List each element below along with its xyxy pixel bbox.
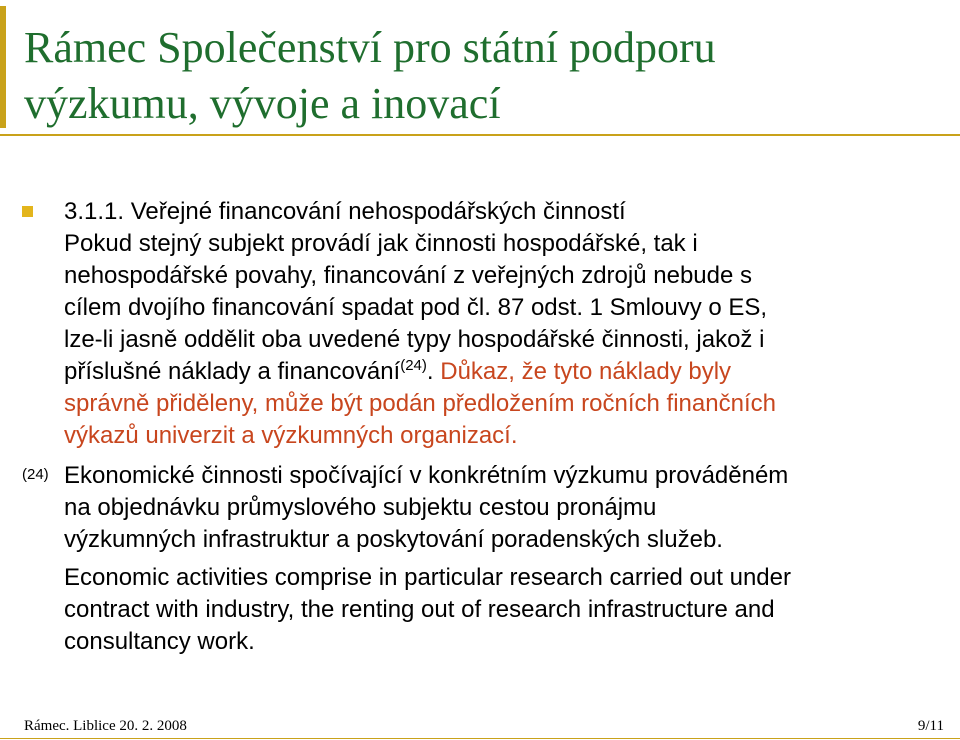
square-bullet-icon: [22, 206, 33, 217]
bullet-content: [64, 196, 944, 452]
paragraph-line-with-reference: [64, 356, 944, 388]
paragraph-line: lze-li jasně oddělit oba uvedené typy hospodářské činnosti, jakož i: [64, 326, 765, 353]
footnote-reference: (24): [400, 357, 427, 374]
slide-title: [24, 20, 944, 132]
paragraph-line: nehospodářské povahy, financování z veřejných zdrojů nebude s: [64, 262, 752, 289]
footnote-line: Ekonomické činnosti spočívající v konkrétním výzkumu prováděném: [64, 462, 789, 489]
slide-title-line-1: Rámec Společenství pro státní podporu: [24, 23, 716, 72]
slide-title-line-2: výzkumu, vývoje a inovací: [24, 79, 501, 128]
footer-event: Rámec. Liblice 20. 2. 2008: [24, 718, 187, 734]
footnote-english: [64, 562, 944, 658]
footnote-marker: (24): [22, 466, 49, 483]
footnote-line: contract with industry, the renting out of research infrastructure and: [64, 596, 775, 623]
highlighted-text: Důkaz, že tyto náklady byly: [433, 358, 732, 385]
sentence-end: .: [426, 358, 434, 385]
title-accent-bar: [0, 6, 6, 128]
footnote-line: Economic activities comprise in particular research carried out under: [64, 564, 791, 591]
paragraph-text: příslušné náklady a financování: [64, 358, 401, 385]
title-divider: [0, 134, 960, 136]
paragraph-line: cílem dvojího financování spadat pod čl. 87 odst. 1 Smlouvy o ES,: [64, 294, 768, 321]
footnote: [64, 460, 944, 658]
footnote-czech: [64, 460, 944, 556]
footnote-line: výzkumných infrastruktur a poskytování poradenských služeb.: [64, 526, 723, 553]
footnote-line: consultancy work.: [64, 628, 255, 655]
paragraph-line: Pokud stejný subjekt provádí jak činnosti hospodářské, tak i: [64, 230, 698, 257]
footnote-line: na objednávku průmyslového subjektu cestou pronájmu: [64, 494, 657, 521]
highlighted-line: správně přiděleny, může být podán předložením ročních finančních: [64, 390, 776, 417]
footer-divider: [0, 738, 960, 739]
page-number: 9/11: [917, 718, 944, 734]
highlighted-line: výkazů univerzit a výzkumných organizací.: [64, 422, 518, 449]
section-heading: 3.1.1. Veřejné financování nehospodářských činností: [64, 198, 626, 225]
